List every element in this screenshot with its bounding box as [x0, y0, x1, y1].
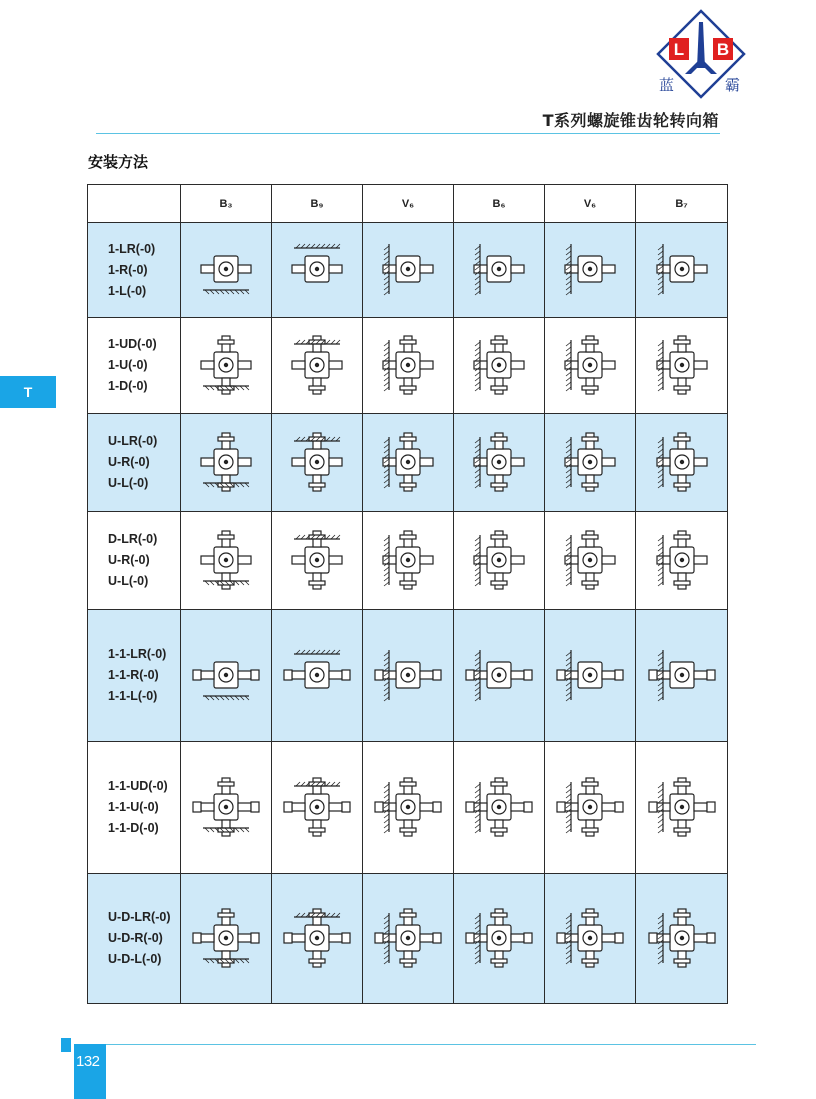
gearbox-diagram-icon	[643, 230, 721, 310]
row-label: U-D-LR(-0)	[108, 910, 171, 924]
mounting-table	[87, 184, 728, 1004]
row-label-cell	[88, 223, 181, 318]
row-label: U-D-R(-0)	[108, 931, 163, 945]
gearbox-diagram-icon	[187, 230, 265, 310]
gearbox-diagram-icon	[278, 768, 356, 848]
logo-cn-char-1: 蓝	[659, 76, 675, 94]
gearbox-diagram-icon	[187, 768, 265, 848]
column-header: V₆	[545, 185, 636, 223]
row-label: 1-1-L(-0)	[108, 689, 158, 703]
table-row	[88, 874, 728, 1004]
gearbox-diagram-icon	[551, 768, 629, 848]
gearbox-diagram-icon	[643, 423, 721, 503]
row-label: 1-1-LR(-0)	[108, 647, 167, 661]
row-label: 1-1-U(-0)	[108, 800, 159, 814]
diagram-cell	[363, 414, 454, 512]
gearbox-diagram-icon	[643, 636, 721, 716]
row-label: U-L(-0)	[108, 476, 149, 490]
diagram-cell	[636, 318, 728, 414]
gearbox-diagram-icon	[278, 899, 356, 979]
row-label: 1-LR(-0)	[108, 241, 156, 256]
row-label: 1-U(-0)	[108, 358, 148, 372]
diagram-cell	[636, 610, 728, 742]
diagram-cell	[636, 512, 728, 610]
diagram-cell	[454, 512, 545, 610]
gearbox-diagram-icon	[278, 230, 356, 310]
gearbox-diagram-icon	[460, 636, 538, 716]
gearbox-diagram-icon	[278, 521, 356, 601]
diagram-cell	[636, 742, 728, 874]
row-label-cell	[88, 874, 181, 1004]
gearbox-diagram-icon	[643, 768, 721, 848]
gearbox-diagram-icon	[551, 423, 629, 503]
diagram-cell	[272, 414, 363, 512]
diagram-cell	[181, 610, 272, 742]
column-header: B₇	[636, 185, 728, 223]
diagram-cell	[272, 742, 363, 874]
gearbox-diagram-icon	[278, 636, 356, 716]
gearbox-diagram-icon	[643, 326, 721, 406]
table-row	[88, 223, 728, 318]
diagram-cell	[181, 512, 272, 610]
diagram-cell	[545, 512, 636, 610]
row-label: U-R(-0)	[108, 553, 150, 567]
gearbox-diagram-icon	[369, 899, 447, 979]
gearbox-diagram-icon	[643, 521, 721, 601]
gearbox-diagram-icon	[551, 521, 629, 601]
diagram-cell	[454, 742, 545, 874]
header-divider	[96, 133, 720, 134]
table-row	[88, 610, 728, 742]
diagram-cell	[181, 318, 272, 414]
diagram-cell	[545, 318, 636, 414]
diagram-cell	[363, 610, 454, 742]
gearbox-diagram-icon	[460, 230, 538, 310]
diagram-cell	[363, 223, 454, 318]
gearbox-diagram-icon	[369, 521, 447, 601]
series-title: T系列螺旋锥齿轮转向箱	[542, 111, 719, 130]
column-header: B₃	[181, 185, 272, 223]
column-header: B₉	[272, 185, 363, 223]
diagram-cell	[181, 874, 272, 1004]
table-row	[88, 414, 728, 512]
gearbox-diagram-icon	[460, 521, 538, 601]
diagram-cell	[454, 223, 545, 318]
diagram-cell	[545, 874, 636, 1004]
gearbox-diagram-icon	[369, 768, 447, 848]
row-label: 1-1-D(-0)	[108, 821, 159, 835]
diagram-cell	[363, 742, 454, 874]
table-row	[88, 318, 728, 414]
gearbox-diagram-icon	[460, 899, 538, 979]
gearbox-diagram-icon	[187, 423, 265, 503]
header-blank	[88, 185, 181, 223]
diagram-cell	[545, 414, 636, 512]
footer-mark	[61, 1038, 71, 1052]
row-label-cell	[88, 610, 181, 742]
row-label-cell	[88, 742, 181, 874]
row-label: U-L(-0)	[108, 574, 149, 588]
table-row	[88, 512, 728, 610]
gearbox-diagram-icon	[369, 326, 447, 406]
diagram-cell	[636, 874, 728, 1004]
logo-letter-b: B	[716, 40, 730, 59]
gearbox-diagram-icon	[460, 768, 538, 848]
gearbox-diagram-icon	[551, 636, 629, 716]
gearbox-diagram-icon	[460, 423, 538, 503]
diagram-cell	[545, 610, 636, 742]
diagram-cell	[545, 223, 636, 318]
diagram-cell	[181, 223, 272, 318]
section-title: 安装方法	[88, 153, 149, 171]
table-row	[88, 742, 728, 874]
diagram-cell	[272, 874, 363, 1004]
footer-divider	[96, 1044, 756, 1045]
diagram-cell	[272, 318, 363, 414]
diagram-cell	[636, 223, 728, 318]
row-label: U-D-L(-0)	[108, 952, 162, 966]
logo-cn-char-2: 霸	[725, 76, 741, 94]
gearbox-diagram-icon	[551, 899, 629, 979]
diagram-cell	[272, 223, 363, 318]
gearbox-diagram-icon	[369, 230, 447, 310]
row-label: 1-L(-0)	[108, 283, 147, 298]
logo-letter-l: L	[673, 40, 685, 59]
row-label: 1-1-R(-0)	[108, 668, 159, 682]
diagram-cell	[363, 318, 454, 414]
diagram-cell	[272, 610, 363, 742]
gearbox-diagram-icon	[278, 326, 356, 406]
row-label: 1-1-UD(-0)	[108, 779, 168, 793]
diagram-cell	[636, 414, 728, 512]
row-label: 1-UD(-0)	[108, 337, 157, 351]
gearbox-diagram-icon	[187, 636, 265, 716]
gearbox-diagram-icon	[187, 326, 265, 406]
diagram-cell	[454, 874, 545, 1004]
diagram-cell	[545, 742, 636, 874]
diagram-cell	[272, 512, 363, 610]
row-label: U-LR(-0)	[108, 434, 158, 448]
gearbox-diagram-icon	[369, 636, 447, 716]
column-header: B₆	[454, 185, 545, 223]
diagram-cell	[181, 742, 272, 874]
diagram-cell	[181, 414, 272, 512]
gearbox-diagram-icon	[460, 326, 538, 406]
side-tab-t[interactable]: T	[0, 376, 56, 408]
page-number: 132	[76, 1053, 100, 1070]
gearbox-diagram-icon	[369, 423, 447, 503]
gearbox-diagram-icon	[187, 521, 265, 601]
column-header: V₆	[363, 185, 454, 223]
table-header-row	[88, 185, 728, 223]
diagram-cell	[363, 874, 454, 1004]
diagram-cell	[454, 414, 545, 512]
diagram-cell	[454, 318, 545, 414]
row-label-cell	[88, 318, 181, 414]
row-label-cell	[88, 414, 181, 512]
gearbox-diagram-icon	[643, 899, 721, 979]
gearbox-diagram-icon	[551, 326, 629, 406]
diagram-cell	[454, 610, 545, 742]
row-label: U-R(-0)	[108, 455, 150, 469]
row-label: 1-R(-0)	[108, 262, 148, 277]
row-label-cell	[88, 512, 181, 610]
row-label: 1-D(-0)	[108, 379, 148, 393]
gearbox-diagram-icon	[278, 423, 356, 503]
row-label: D-LR(-0)	[108, 532, 158, 546]
gearbox-diagram-icon	[551, 230, 629, 310]
gearbox-diagram-icon	[187, 899, 265, 979]
diagram-cell	[363, 512, 454, 610]
